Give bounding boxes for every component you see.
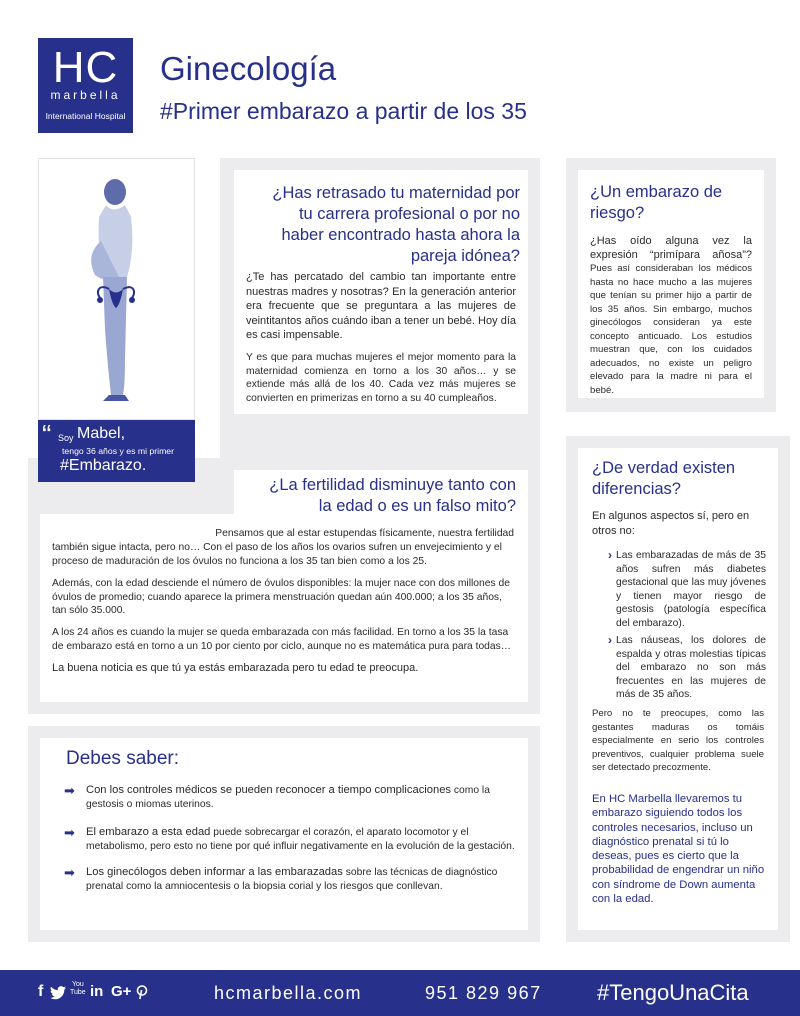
linkedin-icon[interactable]: in <box>90 983 104 1000</box>
hc-marbella-logo[interactable] <box>38 38 133 133</box>
diferencias-closing: En HC Marbella llevaremos tu embarazo siguiendo todos los controles necesarios, incluso un diagnóstico prenatal si tú lo deseas, pues es cierto que la probabilidad de engendrar un niño con síndrome de Down aumenta con la edad. <box>592 793 765 906</box>
debes-item <box>64 826 526 853</box>
logo-marbella: marbella <box>50 88 121 102</box>
diferencias-heading: ¿De verdad existen diferencias? <box>592 459 736 498</box>
riesgo-heading: ¿Un embarazo de riesgo? <box>590 183 723 222</box>
diferencias-item <box>592 634 766 702</box>
youtube-top: You <box>71 981 84 988</box>
logo-hc: HC <box>52 43 119 92</box>
photo-frame <box>38 158 195 420</box>
twitter-icon[interactable] <box>50 986 66 1000</box>
quote-soy: Soy <box>58 433 74 443</box>
arrow-right-icon: ➡ <box>64 783 75 798</box>
diferencias-intro: En algunos aspectos sí, pero en otros no: <box>592 510 750 537</box>
riesgo-body: Pues así consideraban los médicos hasta no hace mucho a las mujeres que tenían su primer hijo a partir de los 35 años. Sin embargo, muchos ginecólogos consideran ya este concepto anticuado. Los estudios muestran que, con los cuidados adecuados, no existe un peligro elevado para la madre ni para el bebé. <box>590 263 752 396</box>
fertility-p3: A los 24 años es cuando la mujer se queda embarazada con más facilidad. En torno a los 35 la tasa de embarazo está en torno a un 10 por ciento por ciclo, aunque no es matemática pura para todas… <box>52 627 512 652</box>
arrow-right-icon: ➡ <box>64 825 75 840</box>
maternity-p2: Y es que para muchas mujeres el mejor momento para la maternidad comienza en torno a los 30 años… y se extiende más allá de los 40. Cada vez más mujeres se convierten en primerizas en torno a su 40 cumpleaños. <box>246 352 516 404</box>
fertility-p1b: también sigue intacta, pero no… Con el paso de los años los ovarios sufren un envejecimiento y el proceso de maduración de los óvulos no funciona a los 35 tan bien como a los 25. <box>52 542 502 567</box>
diferencias-item-text: Las embarazadas de más de 35 años sufren más diabetes gestacional que las muy jóvenes y tienen mayor riesgo de gestosis (patología específica del embarazo). <box>616 550 766 629</box>
facebook-icon[interactable]: f <box>38 983 44 1000</box>
pregnant-woman-illustration <box>39 159 194 419</box>
phone-number[interactable]: 951 829 967 <box>425 983 542 1003</box>
youtube-icon[interactable] <box>70 981 86 997</box>
quote-hashtag: #Embarazo. <box>60 457 147 474</box>
diferencias-item-text: Las náuseas, los dolores de espalda y otras molestias típicas del embarazo no son más frecuentes en las mujeres de más de 35 años. <box>616 635 766 700</box>
fertility-p1a: Pensamos que al estar estupendas físicamente, nuestra fertilidad <box>215 528 514 539</box>
debes-item <box>64 866 526 893</box>
website-link[interactable]: hcmarbella.com <box>214 983 363 1003</box>
page-subtitle: #Primer embarazo a partir de los 35 <box>160 98 527 124</box>
maternity-heading: ¿Has retrasado tu maternidad por tu carrera profesional o por no haber encontrado hasta ahora la pareja idónea? <box>272 184 520 265</box>
fertility-p4: La buena noticia es que tú ya estás embarazada pero tu edad te preocupa. <box>52 662 419 674</box>
footer-hashtag[interactable]: #TengoUnaCita <box>597 980 749 1005</box>
arrow-right-icon: ➡ <box>64 865 75 880</box>
googleplus-icon[interactable]: G+ <box>111 983 132 1000</box>
riesgo-lead: ¿Has oído alguna vez la expresión “primípara añosa”? <box>590 235 752 261</box>
maternity-p1: ¿Te has percatado del cambio tan importante entre nuestras madres y nosotras? En la generación anterior era frecuente que se preguntara a las mujeres de veintitantos años cuándo iban a tener un bebé. Hoy día es casi impensable. <box>246 271 516 341</box>
footer-bar <box>0 970 800 1016</box>
debes-item-strong: Los ginecólogos deben informar a las embarazadas <box>86 866 343 878</box>
fertility-heading: ¿La fertilidad disminuye tanto con la edad o es un falso mito? <box>269 476 516 515</box>
quote-mark: “ <box>42 419 52 450</box>
diferencias-item <box>592 549 766 630</box>
riesgo-text <box>590 235 752 397</box>
debes-item-strong: El embarazo a esta edad <box>86 826 211 838</box>
youtube-bottom: Tube <box>70 989 86 996</box>
debes-item <box>64 784 526 811</box>
fertility-p2: Además, con la edad desciende el número de óvulos disponibles: la mujer nace con dos millones de óvulos de promedio; cuando aparece la primera menstruación quedan aún 400.000; a los 35 años, tan sólo 35.000. <box>52 578 510 616</box>
testimonial-quote <box>38 420 195 482</box>
debes-heading: Debes saber: <box>66 748 180 769</box>
debes-item-rest: puede sobrecargar el corazón, el aparato locomotor y el metabolismo, pero esto no tiene por qué influir negativamente en la evolución de la gestación. <box>86 827 515 852</box>
diferencias-paragraph: Pero no te preocupes, como las gestantes maduras os tomáis especialmente en serio los controles preventivos, cualquier problema suele ser detectado precozmente. <box>592 708 764 773</box>
debes-item-rest: como la gestosis o miomas uterinos. <box>86 785 490 810</box>
quote-line2: tengo 36 años y es mi primer <box>62 446 175 456</box>
page-title: Ginecología <box>160 50 337 87</box>
debes-item-rest: sobre las técnicas de diagnóstico prenatal como la amniocentesis o la biopsia corial y los riesgos que conllevan. <box>86 867 498 892</box>
debes-item-strong: Con los controles médicos se pueden reconocer a tiempo complicaciones <box>86 784 452 796</box>
quote-name: Mabel, <box>77 425 126 442</box>
logo-tagline: International Hospital <box>45 111 126 121</box>
pinterest-icon[interactable] <box>136 985 148 1000</box>
chevron-right-icon: › <box>608 548 612 562</box>
chevron-right-icon: › <box>608 633 612 647</box>
